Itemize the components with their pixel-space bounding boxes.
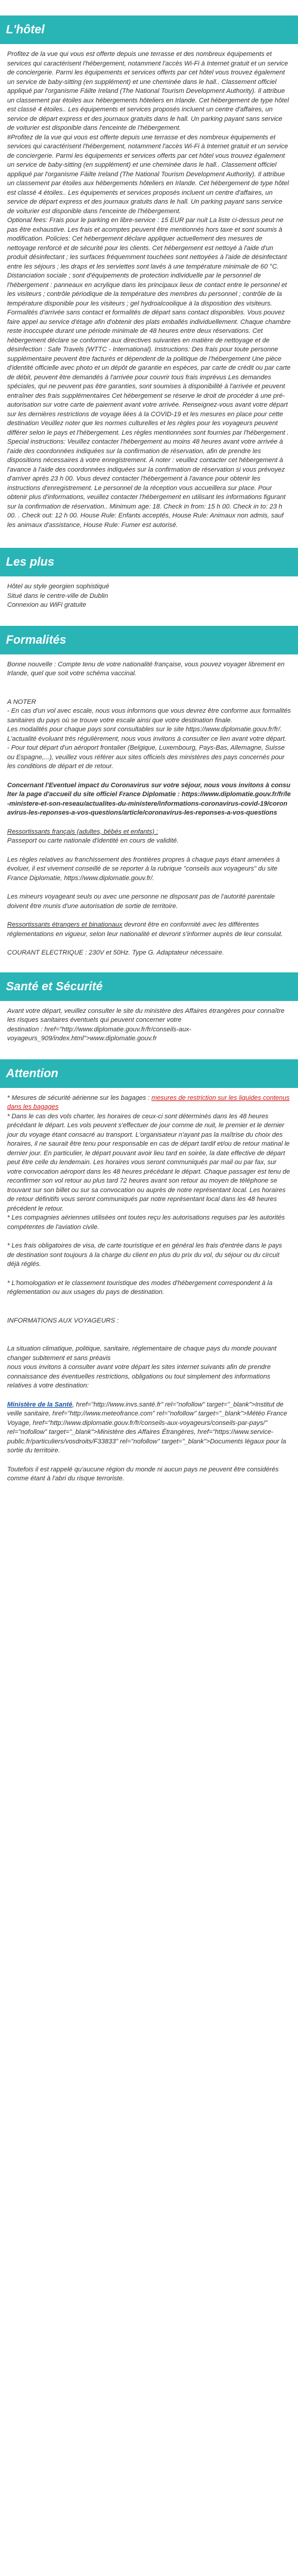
attention-section-title: Attention — [0, 1059, 298, 1088]
mesures-paragraph — [7, 1094, 291, 1112]
etrangers-paragraph — [7, 921, 291, 939]
formalites-section-title: Formalités — [0, 626, 298, 654]
horaires-text: * Dans le cas des vols charter, les horaires de ceux-ci sont déterminés dans les 48 heures précédant le départ. Les vols peuvent s'effectuer de jour comme de nuit, le premier et le dernier jour du voyage étant consacré au transport. L'organisateur n'ayant pas la maîtrise du choix des horaires, il ne saurait être tenu pour responsable en cas de départ tardif et/ou de retour matinal le dernier jour. En particulier, le départ pouvant avoir lieu tard en soirée, la date effective de départ peut être celle du lendemain. Les horaires vous seront communiqués par mail ou par fax, sur votre convocation aéroport dans les 48 heures précédant le départ. Chaque passager est tenu de reconfirmer son vol retour au plus tard 72 heures avant son retour au moyen de téléphone se trouvant sur son billet ou sur sa convocation ou auprès de notre représentant local. Les horaires de retour définitifs vous seront communiqués par notre représentant local dans les 48 heures précédent le retour. * Les compagnies aériennes utilisées ont toutes reçu les autorisations requises par les autorités compétentes de l'aviation civile. — [7, 1112, 290, 1231]
ministere-sante-link[interactable]: Ministère de la Santé — [7, 1401, 73, 1408]
sante-section-title: Santé et Sécurité — [0, 972, 298, 1001]
regles-text: Les règles relatives au franchissement des frontières propres à chaque pays étant amenées à évoluer, il est vivement conseillé de se reporter à la rubrique "conseils aux voyageurs" du site France Diplomatie, https://www.diplomatie.gouv.fr/. — [7, 856, 280, 882]
courant-electrique: COURANT ELECTRIQUE : 230V et 50Hz. Type G. Adaptateur nécessaire. — [7, 949, 224, 956]
covid-notice: Concernant l'Eventuel impact du Coronavirus sur votre séjour, nous vous invitons à consulter la page d'accueil du site officiel France Diplomatie : https://www.diplomatie.gouv.fr/fr/le-ministere-et-son-reseau/actualites-du-ministere/informations-coronavirus-covid-19/coronavirus-les-reponses-a-vos-questions/article/coronavirus-les-reponses-a-vos-questions — [7, 781, 291, 816]
sante-text: Avant votre départ, veuillez consulter le site du ministère des Affaires étrangères pour connaître les risques sanitaires éventuels qui peuvent concerner votre destination : href="http://www.diplomatie.gouv.fr/fr/conseils-aux-voyageurs_909/index.html">www.diplomatie.gouv.fr — [7, 1007, 285, 1042]
toutefois-text: Toutefois il est rappelé qu'aucune région du monde ni aucun pays ne peuvent être considérés comme étant à l'abri du risque terroriste. — [7, 1465, 279, 1482]
plus-list: Hôtel au style georgien sophistiqué Situé dans le centre-ville de Dublin Connexion au WiFi gratuite — [7, 583, 110, 609]
mesures-link[interactable]: mesures de restriction sur les liquides contenus dans les bagages — [7, 1094, 290, 1111]
situation-text: La situation climatique, politique, sanitaire, réglementaire de chaque pays du monde pouvant changer subitement et sans préavis nous vous invitons à consulter avant votre départ les sites internet suivants afin de prendre connaissance des éventuelles restrictions, obligations ou tout simplement des informations relatives à votre destination: — [7, 1345, 277, 1389]
ressortissants-fr-text: Passeport ou carte nationale d'identité en cours de validité. — [7, 837, 179, 844]
homologation-text: * L'homologation et le classement touristique des modes d'hébergement correspondent à la réglementation ou aux usages du pays de destination. — [7, 1279, 273, 1296]
infos-voyageurs-label: INFORMATIONS AUX VOYAGEURS : — [7, 1317, 119, 1324]
hotel-section — [0, 15, 298, 530]
ressortissants-fr-label: Ressortissants français (adultes, bébés et enfants) : — [7, 828, 159, 835]
anoter-label: A NOTER — [7, 698, 36, 706]
sante-section — [0, 972, 298, 1044]
mesures-prefix: * Mesures de sécurité aérienne sur les bagages : — [7, 1094, 152, 1102]
anoter-text: - En cas d'un vol avec escale, nous vous informons que vous devrez être conforme aux formalités sanitaires du pays où se trouve votre escale ainsi que votre destination finale. Les modalités pour chaque pays sont consultables sur le site https://www.diplomatie.gouv.fr/fr/. L'actualité évoluant très régulièrement, nous vous invitons à consulter ce lien avant votre départ. - Pour tout départ d'un aéroport frontalier (Belgique, Luxembourg, Pays-Bas, Allemagne, Suisse ou Espagne,...), veuillez vous référer aux sites officiels des ministères des pays concernés pour les conditions de départ et de retour. — [7, 707, 291, 770]
etrangers-label: Ressortissants étrangers et binationaux — [7, 921, 123, 928]
frais-text: * Les frais obligatoires de visa, de carte touristique et en général les frais d'entrée dans le pays de destination sont toujours à la charge du client en plus du prix du vol, du séjour ou du circuit déjà réglés. — [7, 1242, 283, 1268]
links-text: , href="http://www.invs.santé.fr" rel="nofollow" target="_blank">Institut de veille sanitaire, href="http://www.meteofrance.com" rel="nofollow" target="_blank">Météo France Voyage, href="http://www.diplomatie.gouv.fr/fr/conseils-aux-voyageurs/conseils-par-pays/" rel="nofollow" target="_blank">Ministère des Affaires Étrangères, href="https://www.service-public.fr/particuliers/vosdroits/F33833" rel="nofollow" target="_blank">Documents légaux pour la sortie du territoire. — [7, 1401, 287, 1454]
formalites-section — [0, 626, 298, 958]
links-paragraph — [7, 1401, 291, 1456]
mineurs-text: Les mineurs voyageant seuls ou avec une personne ne disposant pas de l'autorité parentale doivent être munis d'une autorisation de sortie de territoire. — [7, 893, 275, 910]
plus-section-title: Les plus — [0, 548, 298, 576]
attention-section — [0, 1059, 298, 1484]
hotel-description: Profitez de la vue qui vous est offerte depuis une terrasse et des nombreux équipements et services qui caractérisent l'hébergement, notamment l'accès Wi-Fi à Internet gratuit et un service de conciergerie. Parmi les équipements et services offerts par cet hôtel vous trouvez également un service de baby-sitting (en supplément) et une cheminée dans le hall.. Classement officiel appliqué par l'organisme Fáilte Ireland (The National Tourism Development Authority). Il attribue un classement par étoiles aux hébergements hôteliers en Irlande. Cet hébergement de type hôtel est classé 4 étoiles.. Les équipements et services proposés incluent un centre d'affaires, un service de départ express et des journaux gratuits dans le hall. Un parking payant sans service de voiturier est disponible dans l'enceinte de l'hébergement. #Profitez de la vue qui vous est offerte depuis une terrasse et des nombreux équipements et services qui caractérisent l'hébergement, notamment l'accès Wi-Fi à Internet gratuit et un service de conciergerie. Parmi les équipements et services offerts par cet hôtel vous trouvez également un service de baby-sitting (en supplément) et une cheminée dans le hall.. Classement officiel appliqué par l'organisme Fáilte Ireland (The National Tourism Development Authority). Il attribue un classement par étoiles aux hébergements hôteliers en Irlande. Cet hébergement de type hôtel est classé 4 étoiles.. Les équipements et services proposés incluent un centre d'affaires, un service de départ express et des journaux gratuits dans le hall. Un parking payant sans service de voiturier est disponible dans l'enceinte de l'hébergement. Optional fees: Frais pour le parking en libre-service : 15 EUR par nuit La liste ci-dessus peut ne pas être exhaustive. Les frais et acomptes peuvent être mentionnés hors taxe et sont soumis à modification. Policies: Cet hébergement déclare appliquer actuellement des mesures de nettoyage renforcé et de sécurité pour les clients. Cet hébergement est nettoyé à l'aide d'un produit désinfectant ; les surfaces fréquemment touchées sont nettoyées à l'aide de désinfectant entre les séjours ; les draps et les serviettes sont lavés à une température minimale de 60 °C. Distanciation sociale ; sont d'équipements de protection individuelle par le personnel de l'hébergement : panneaux en acrylique dans les principaux lieux de contact entre le personnel et les visiteurs ; contrôle périodique de la température des membres du personnel ; contrôle de la température disponible pour les visiteurs ; gel hydroalcoolique à la disposition des visiteurs. Formalités d'arrivée sans contact et formalités de départ sans contact disponibles. Vous pouvez faire appel au service d'étage afin d'obtenir des plats emballés individuellement. Chaque chambre reste inoccupée durant une période minimale de 48 heures entre deux réservations. Cet hébergement déclare se conformer aux directives suivantes en matière de nettoyage et de désinfection : Safe Travels (WTTC - International). Instructions: Des frais pour toute personne supplémentaire peuvent être facturés et dépendent de la politique de l'hébergement Une pièce d'identité officielle avec photo et un dépôt de garantie en espèces, par carte de crédit ou par carte de débit, peuvent être demandés à l'arrivée pour couvrir tous frais imprévus Les demandes spéciales, qui ne peuvent pas être garanties, sont soumises à disponibilité à l'arrivée et peuvent entraîner des frais supplémentaires Cet hébergement se réserve le droit de procéder à une pré-autorisation sur votre carte de paiement avant votre arrivée. Renseignez-vous avant votre départ sur les dernières restrictions de voyage liées à la COVID-19 et les mesures en place pour cette destination Veuillez noter que les normes culturelles et les règles pour les voyageurs peuvent différer selon le pays et l'hébergement. Les règles mentionnées sont fournies par l'hébergement . Special instructions: Veuillez contacter l'hébergement au moins 48 heures avant votre arrivée à l'aide des coordonnées indiquées sur la confirmation de réservation, afin de prendre les dispositions nécessaires à votre enregistrement. À noter : veuillez contacter cet hébergement à l'avance à l'aide des coordonnées indiquées sur la confirmation de réservation si vous prévoyez d'arriver après 23 h 00. Vous devez contacter l'hébergement à l'avance pour obtenir les instructions d'enregistrement. Le personnel de la réception vous accueillera sur place. Pour obtenir plus d'informations, veuillez contacter l'hébergement en utilisant les informations figurant sur la confirmation de réservation.. Minimum age: 18. Check in from: 15 h 00. Check in to: 23 h 00. . Check out: 12 h 00. House Rule: Enfants acceptés, House Rule: Animaux non admis, sauf les animaux d'assistance, House Rule: Fumer est autorisé. — [7, 51, 291, 529]
etrangers-text: devront être en conformité avec les différentes réglementations en vigueur, selon leur nationalité et devront s'informer auprès de leur consulat. — [7, 921, 283, 938]
formalites-intro: Bonne nouvelle : Compte tenu de votre nationalité française, vous pouvez voyager librement en Irlande, quel que soit votre schéma vaccinal. — [7, 660, 285, 677]
plus-section — [0, 548, 298, 610]
hotel-section-title: L'hôtel — [0, 15, 298, 44]
